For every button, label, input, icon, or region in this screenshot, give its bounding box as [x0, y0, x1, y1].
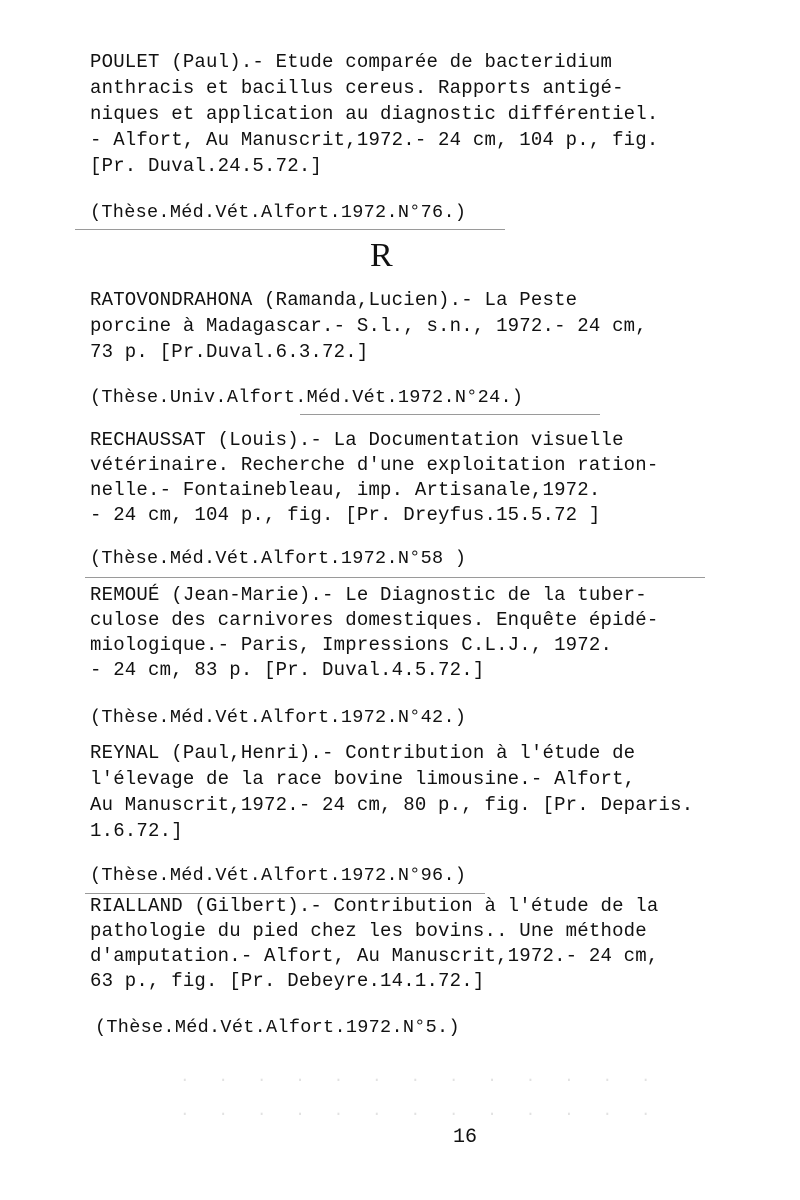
entry-line: REYNAL (Paul,Henri).- Contribution à l'étude de: [90, 742, 636, 764]
entry-line: RIALLAND (Gilbert).- Contribution à l'étude de la: [90, 895, 659, 917]
entry-line: Au Manuscrit,1972.- 24 cm, 80 p., fig. [Pr. Deparis.: [90, 794, 694, 816]
entry-line: - Alfort, Au Manuscrit,1972.- 24 cm, 104 p., fig.: [90, 129, 659, 151]
thesis-note: (Thèse.Méd.Vét.Alfort.1972.N°76.): [90, 202, 467, 223]
entry-line: niques et application au diagnostic différentiel.: [90, 103, 659, 125]
thesis-note: (Thèse.Méd.Vét.Alfort.1972.N°5.): [95, 1017, 460, 1038]
entry-line: d'amputation.- Alfort, Au Manuscrit,1972.- 24 cm,: [90, 945, 659, 967]
bleed-through-mark: . . . . . . . . . . . . .: [180, 1102, 651, 1120]
thesis-note: (Thèse.Méd.Vét.Alfort.1972.N°42.): [90, 707, 467, 728]
entry-line: RATOVONDRAHONA (Ramanda,Lucien).- La Peste: [90, 289, 578, 311]
entry-line: vétérinaire. Recherche d'une exploitation ration-: [90, 454, 659, 476]
entry-line: miologique.- Paris, Impressions C.L.J., 1972.: [90, 634, 613, 656]
entry-line: pathologie du pied chez les bovins.. Une méthode: [90, 920, 647, 942]
entry-line: POULET (Paul).- Etude comparée de bacteridium: [90, 51, 613, 73]
entry-line: culose des carnivores domestiques. Enquête épidé-: [90, 609, 659, 631]
entry-line: - 24 cm, 104 p., fig. [Pr. Dreyfus.15.5.72 ]: [90, 504, 601, 526]
entry-line: [Pr. Duval.24.5.72.]: [90, 155, 323, 177]
separator-rule: [85, 577, 705, 578]
section-letter: R: [370, 237, 393, 274]
separator-rule: [75, 229, 505, 230]
thesis-note: (Thèse.Méd.Vét.Alfort.1972.N°58 ): [90, 548, 467, 569]
entry-line: REMOUÉ (Jean-Marie).- Le Diagnostic de la tuber-: [90, 584, 647, 606]
entry-line: 1.6.72.]: [90, 820, 183, 842]
entry-line: anthracis et bacillus cereus. Rapports antigé-: [90, 77, 624, 99]
entry-line: 63 p., fig. [Pr. Debeyre.14.1.72.]: [90, 970, 485, 992]
entry-line: - 24 cm, 83 p. [Pr. Duval.4.5.72.]: [90, 659, 485, 681]
bleed-through-mark: . . . . . . . . . . . . .: [180, 1068, 651, 1086]
thesis-note: (Thèse.Méd.Vét.Alfort.1972.N°96.): [90, 865, 467, 886]
entry-line: porcine à Madagascar.- S.l., s.n., 1972.- 24 cm,: [90, 315, 647, 337]
entry-line: RECHAUSSAT (Louis).- La Documentation visuelle: [90, 429, 624, 451]
entry-line: nelle.- Fontainebleau, imp. Artisanale,1972.: [90, 479, 601, 501]
separator-rule: [300, 414, 600, 415]
entry-line: l'élevage de la race bovine limousine.- Alfort,: [90, 768, 636, 790]
page-number: 16: [453, 1126, 478, 1149]
thesis-note: (Thèse.Univ.Alfort.Méd.Vét.1972.N°24.): [90, 387, 524, 408]
entry-line: 73 p. [Pr.Duval.6.3.72.]: [90, 341, 369, 363]
